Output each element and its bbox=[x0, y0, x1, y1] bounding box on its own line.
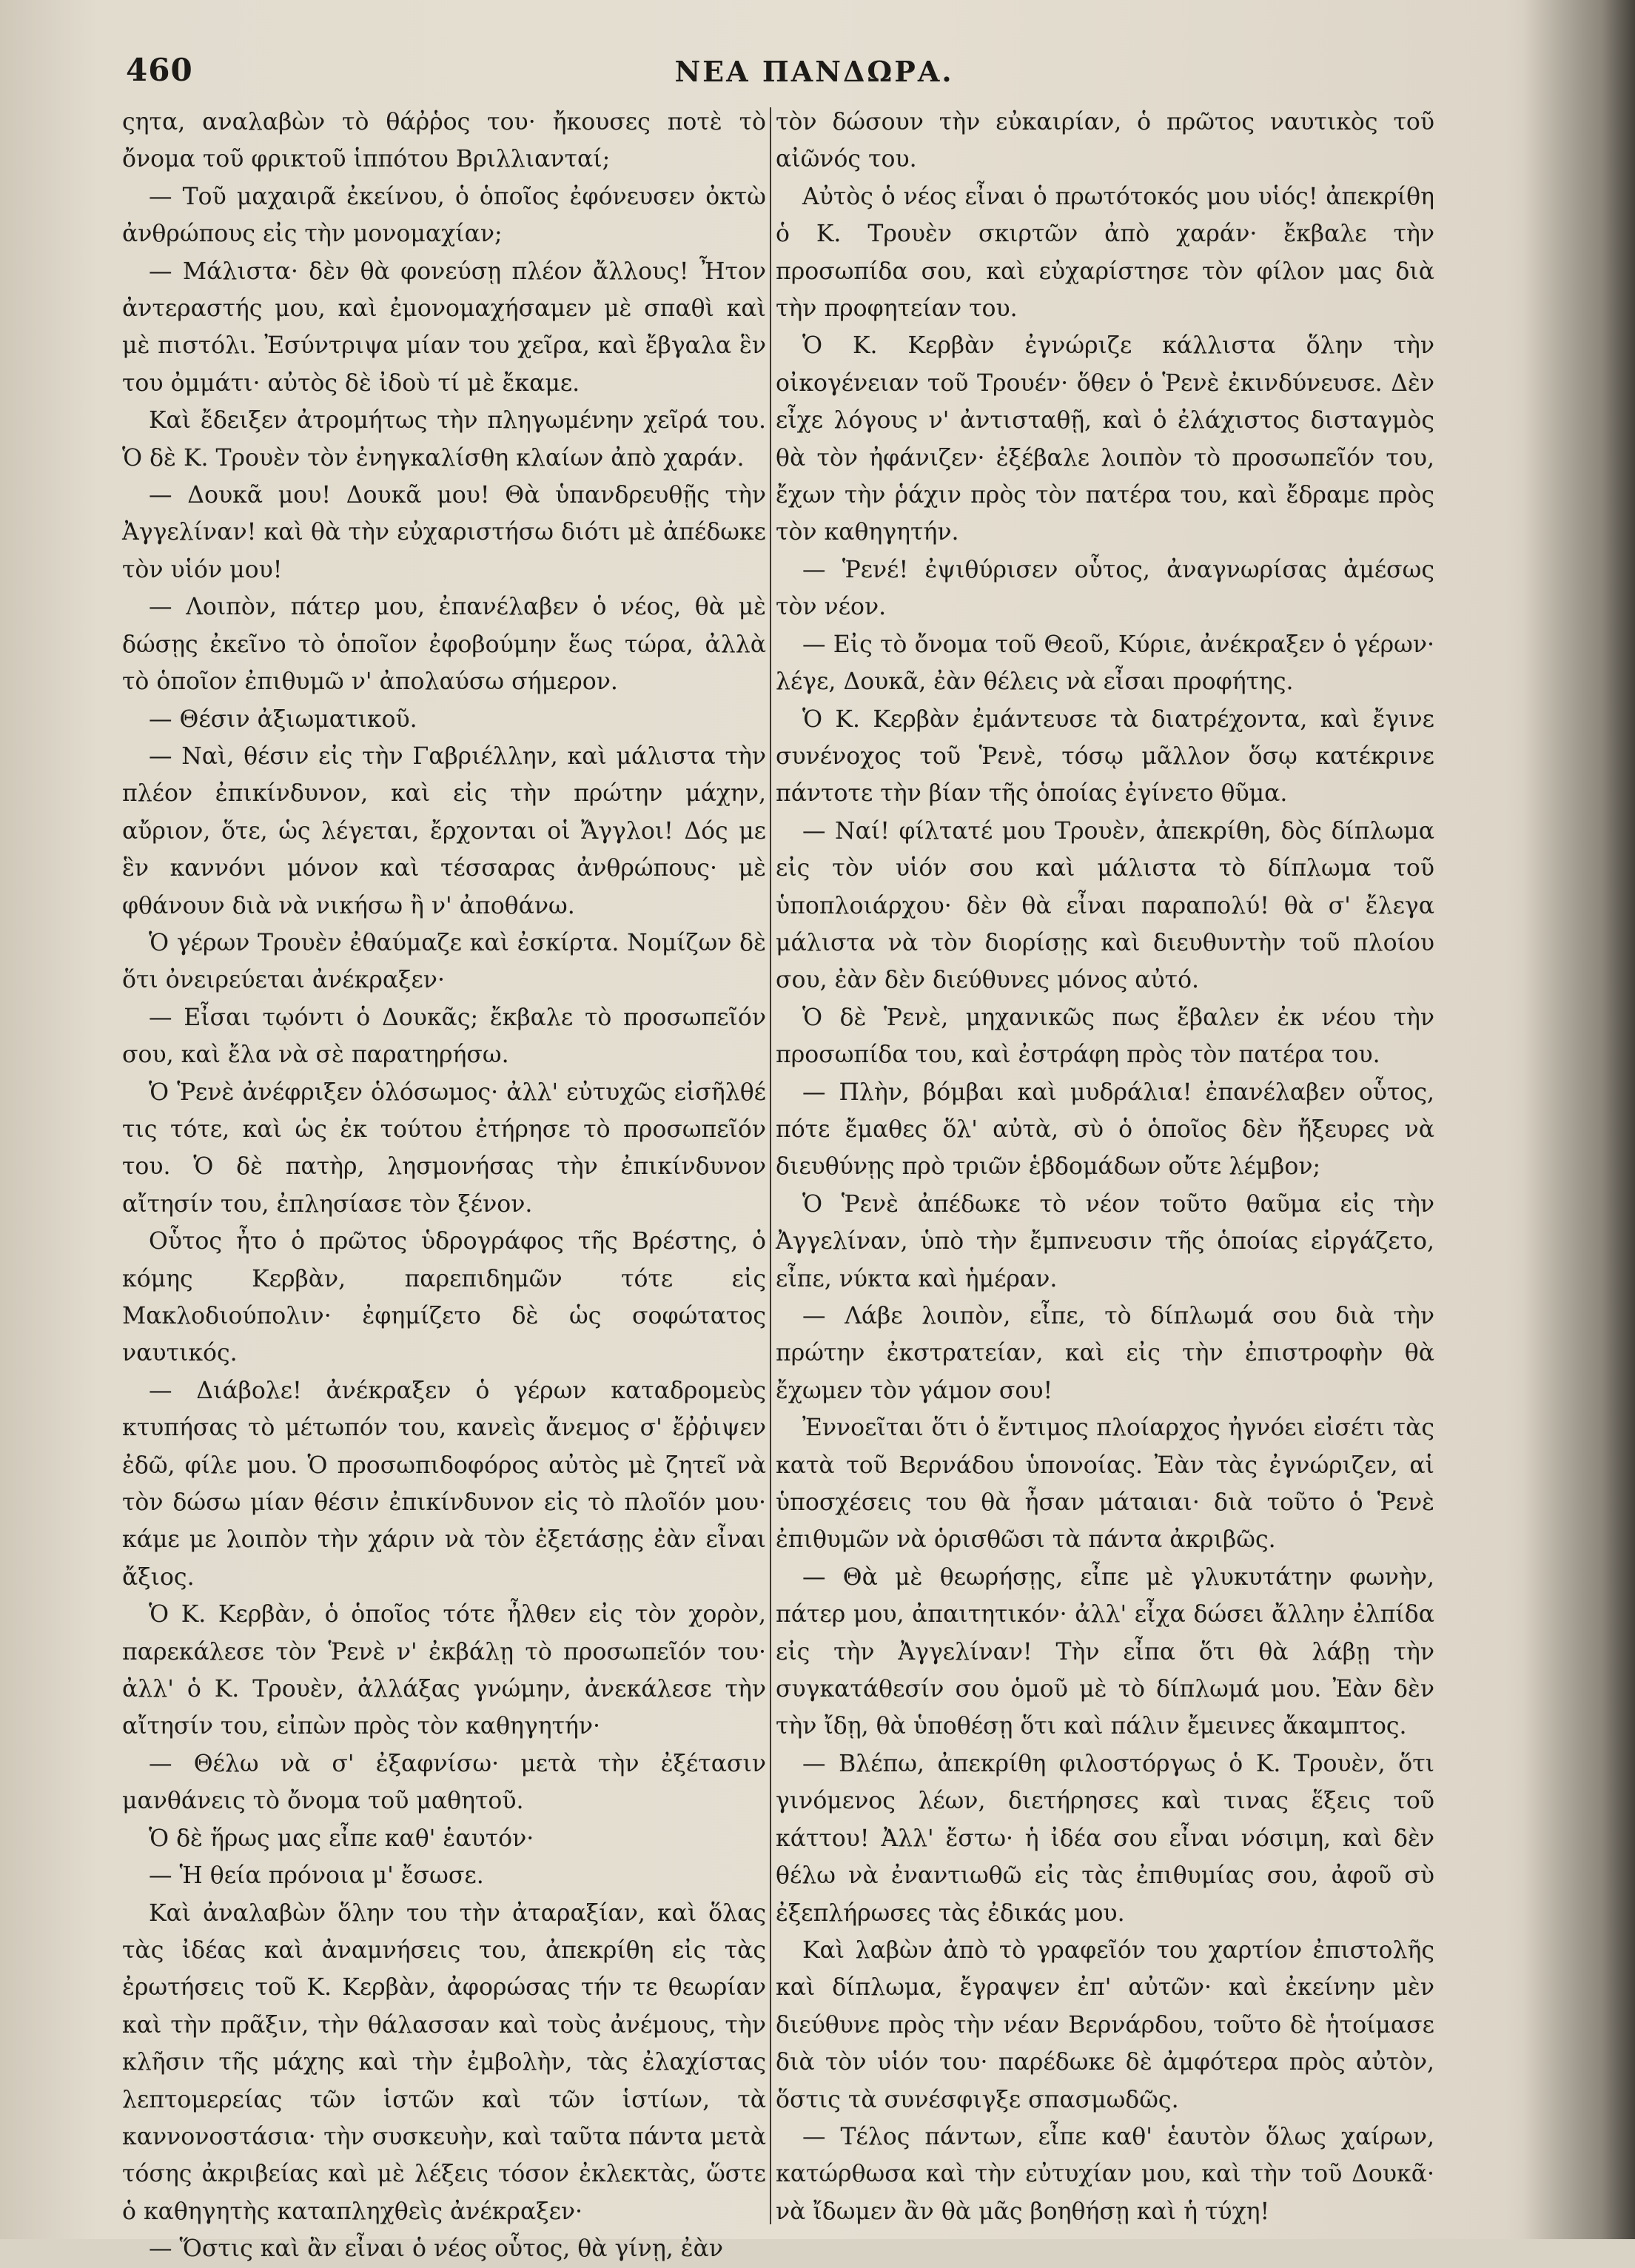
column-divider bbox=[770, 107, 771, 2224]
paragraph: — Θέλω νὰ σ' ἐξαφνίσω· μετὰ τὴν ἐξέτασιν μανθάνεις τὸ ὄνομα τοῦ μαθητοῦ. bbox=[122, 1750, 766, 1815]
paragraph: Ὁ δὲ ἥρως μας εἶπε καθ' ἑαυτόν· bbox=[149, 1825, 534, 1852]
paragraph: — Λοιπὸν, πάτερ μου, ἐπανέλαβεν ὁ νέος, θὰ μὲ δώσῃς ἐκεῖνο τὸ ὁποῖον ἐφοβούμην ἕως τώρα, ἀλλὰ τὸ ὁποῖον ἐπιθυμῶ ν' ἀπολαύσω σήμερον. bbox=[122, 594, 766, 696]
paragraph: Ὁ Κ. Κερβὰν, ὁ ὁποῖος τότε ἦλθεν εἰς τὸν χορὸν, παρεκάλεσε τὸν Ῥενὲ ν' ἐκβάλῃ τὸ προσωπεῖόν του· ἀλλ' ὁ Κ. Τρουὲν, ἀλλάξας γνώμην, ἀνεκάλεσε τὴν αἴτησίν του, εἰπὼν πρὸς τὸν καθηγητήν· bbox=[122, 1601, 766, 1740]
paragraph: — Εἶσαι τῳόντι ὁ Δουκᾶς; ἔκβαλε τὸ προσωπεῖόν σου, καὶ ἔλα νὰ σὲ παρατηρήσω. bbox=[122, 1004, 766, 1069]
paragraph: Αὐτὸς ὁ νέος εἶναι ὁ πρωτότοκός μου υἱός! ἀπεκρίθη ὁ Κ. Τρουὲν σκιρτῶν ἀπὸ χαράν· ἔκβαλε τὴν προσωπίδα σου, καὶ εὐχαρίστησε τὸν φίλον μας διὰ τὴν προφητείαν του. bbox=[776, 183, 1434, 323]
paragraph: — Λάβε λοιπὸν, εἶπε, τὸ δίπλωμά σου διὰ τὴν πρώτην ἐκστρατείαν, καὶ εἰς τὴν ἐπιστροφὴν θὰ ἔχωμεν τὸν γάμον σου! bbox=[776, 1303, 1434, 1404]
paragraph: Οὗτος ἦτο ὁ πρῶτος ὑδρογράφος τῆς Βρέστης, ὁ κόμης Κερβὰν, παρεπιδημῶν τότε εἰς Μακλοδιούπολιν· ἐφημίζετο δὲ ὡς σοφώτατος ναυτικός. bbox=[122, 1228, 766, 1367]
paragraph: — Διάβολε! ἀνέκραξεν ὁ γέρων καταδρομεὺς κτυπήσας τὸ μέτωπόν του, κανεὶς ἄνεμος σ' ἔῤῥιψεν ἐδῶ, φίλε μου. Ὁ προσωπιδοφόρος αὐτὸς μὲ ζητεῖ νὰ τὸν δώσω μίαν θέσιν ἐπικίνδυνον εἰς τὸ πλοῖόν μου· κάμε με λοιπὸν τὴν χάριν νὰ τὸν ἐξετάσῃς ἐὰν εἶναι ἄξιος. bbox=[122, 1377, 766, 1591]
paragraph: — Δουκᾶ μου! Δουκᾶ μου! Θὰ ὑπανδρευθῇς τὴν Ἀγγελίναν! καὶ θὰ τὴν εὐχαριστήσω διότι μὲ ἀπέδωκε τὸν υἱόν μου! bbox=[122, 482, 766, 583]
paragraph: — Ναί! φίλτατέ μου Τρουὲν, ἀπεκρίθη, δὸς δίπλωμα εἰς τὸν υἱόν σου καὶ μάλιστα τὸ δίπλωμα τοῦ ὑποπλοιάρχου· δὲν θὰ εἶναι παραπολύ! θὰ σ' ἔλεγα μάλιστα νὰ τὸν διορίσῃς καὶ διευθυντὴν τοῦ πλοίου σου, ἐὰν δὲν διεύθυνες μόνος αὐτό. bbox=[776, 817, 1434, 994]
paragraph: Ὁ γέρων Τρουὲν ἐθαύμαζε καὶ ἐσκίρτα. Νομίζων δὲ ὅτι ὀνειρεύεται ἀνέκραξεν· bbox=[122, 929, 766, 994]
paragraph: Ὁ Κ. Κερβὰν ἐγνώριζε κάλλιστα ὅλην τὴν οἰκογένειαν τοῦ Τρουέν· ὅθεν ὁ Ῥενὲ ἐκινδύνευσε. Δὲν εἶχε λόγους ν' ἀντισταθῇ, καὶ ὁ ἐλάχιστος δισταγμὸς θὰ τὸν ἠφάνιζεν· ἐξέβαλε λοιπὸν τὸ προσωπεῖόν του, ἔχων τὴν ῥάχιν πρὸς τὸν πατέρα του, καὶ ἔδραμε πρὸς τὸν καθηγητήν. bbox=[776, 332, 1434, 546]
paragraph: — Ὅστις καὶ ἂν εἶναι ὁ νέος οὗτος, θὰ γίνῃ, ἐὰν bbox=[149, 2235, 724, 2263]
left-column bbox=[122, 104, 766, 2263]
page-header bbox=[126, 52, 1503, 104]
paragraph: — Τέλος πάντων, εἶπε καθ' ἑαυτὸν ὅλως χαίρων, κατώρθωσα καὶ τὴν εὐτυχίαν μου, καὶ τὴν τοῦ Δουκᾶ· νὰ ἴδωμεν ἂν θὰ μᾶς βοηθήσῃ καὶ ἡ τύχη! bbox=[776, 2123, 1434, 2225]
paragraph: Ἐννοεῖται ὅτι ὁ ἔντιμος πλοίαρχος ἠγνόει εἰσέτι τὰς κατὰ τοῦ Βερνάδου ὑπονοίας. Ἐὰν τὰς ἐγνώριζεν, αἱ ὑποσχέσεις του θὰ ἦσαν μάταιαι· διὰ τοῦτο ὁ Ῥενὲ ἐπιθυμῶν νὰ ὁρισθῶσι τὰ πάντα ἀκριβῶς. bbox=[776, 1415, 1434, 1554]
paragraph: Ὁ δὲ Ῥενὲ, μηχανικῶς πως ἔβαλεν ἐκ νέου τὴν προσωπίδα του, καὶ ἐστράφη πρὸς τὸν πατέρα του. bbox=[776, 1004, 1434, 1069]
running-title: ΝΕΑ ΠΑΝΔΩΡΑ. bbox=[674, 55, 954, 88]
paragraph: — Θὰ μὲ θεωρήσῃς, εἶπε μὲ γλυκυτάτην φωνὴν, πάτερ μου, ἀπαιτητικόν· ἀλλ' εἶχα δώσει ἄλλην ἐλπίδα εἰς τὴν Ἀγγελίναν! Τὴν εἶπα ὅτι θὰ λάβῃ τὴν συγκατάθεσίν σου ὁμοῦ μὲ τὸ δίπλωμά μου. Ἐὰν δὲν τὴν ἴδῃ, θὰ ὑποθέσῃ ὅτι καὶ πάλιν ἔμεινες ἄκαμπτος. bbox=[776, 1563, 1434, 1740]
paragraph: ςητα, αναλαβὼν τὸ θάῤῥος του· ἤκουσες ποτὲ τὸ ὄνομα τοῦ φρικτοῦ ἱππότου Βριλλιανταί; bbox=[122, 109, 766, 173]
paragraph: Ὁ Κ. Κερβὰν ἐμάντευσε τὰ διατρέχοντα, καὶ ἔγινε συνένοχος τοῦ Ῥενὲ, τόσῳ μᾶλλον ὅσῳ κατέκρινε πάντοτε τὴν βίαν τῆς ὁποίας ἐγίνετο θῦμα. bbox=[776, 705, 1434, 808]
right-column bbox=[776, 104, 1434, 2228]
paragraph: — Μάλιστα· δὲν θὰ φονεύσῃ πλέον ἄλλους! Ἦτον ἀντεραστής μου, καὶ ἐμονομαχήσαμεν μὲ σπαθὶ καὶ μὲ πιστόλι. Ἐσύντριψα μίαν του χεῖρα, καὶ ἔβγαλα ἓν του ὀμμάτι· αὐτὸς δὲ ἰδοὺ τί μὲ ἔκαμε. bbox=[122, 258, 766, 397]
paragraph: — Θέσιν ἀξιωματικοῦ. bbox=[149, 705, 417, 733]
paragraph: Καὶ ἀναλαβὼν ὅλην του τὴν ἀταραξίαν, καὶ ὅλας τὰς ἰδέας καὶ ἀναμνήσεις του, ἀπεκρίθη εἰς τὰς ἐρωτήσεις τοῦ Κ. Κερβὰν, ἀφορώσας τήν τε θεωρίαν καὶ τὴν πρᾶξιν, τὴν θάλασσαν καὶ τοὺς ἀνέμους, τὴν κλῆσιν τῆς μάχης καὶ τὴν ἐμβολὴν, τὰς ἐλαχίστας λεπτομερείας τῶν ἱστῶν καὶ τῶν ἱστίων, τὰ καννονοστάσια· τὴν συσκευὴν, καὶ ταῦτα πάντα μετὰ τόσης ἀκριβείας καὶ μὲ λέξεις τόσον ἐκλεκτὰς, ὥστε ὁ καθηγητὴς καταπληχθεὶς ἀνέκραξεν· bbox=[122, 1899, 766, 2225]
page-number: 460 bbox=[126, 52, 193, 88]
paragraph: Ὁ Ῥενὲ ἀνέφριξεν ὁλόσωμος· ἀλλ' εὐτυχῶς εἰσῆλθέ τις τότε, καὶ ὡς ἐκ τούτου ἐτήρησε τὸ προσωπεῖόν του. Ὁ δὲ πατὴρ, λησμονήσας τὴν ἐπικίνδυνον αἴτησίν του, ἐπλησίασε τὸν ξένον. bbox=[122, 1078, 766, 1218]
page-edge-shadow bbox=[1524, 0, 1635, 2239]
paragraph: Καὶ λαβὼν ἀπὸ τὸ γραφεῖόν του χαρτίον ἐπιστολῆς καὶ δίπλωμα, ἔγραψεν ἐπ' αὐτῶν· καὶ ἐκείνην μὲν διεύθυνε πρὸς τὴν νέαν Βερνάρδου, τοῦτο δὲ ἡτοίμασε διὰ τὸν υἱόν του· παρέδωκε δὲ ἀμφότερα πρὸς αὐτὸν, ὅστις τὰ συνέσφιγξε σπασμωδῶς. bbox=[776, 1936, 1434, 2113]
paragraph: — Πλὴν, βόμβαι καὶ μυδράλια! ἐπανέλαβεν οὗτος, πότε ἔμαθες ὅλ' αὐτὰ, σὺ ὁ ὁποῖος δὲν ἤξευρες νὰ διευθύνῃς πρὸ τριῶν ἑβδομάδων οὔτε λέμβον; bbox=[776, 1078, 1434, 1181]
paragraph: — Βλέπω, ἀπεκρίθη φιλοστόργως ὁ Κ. Τρουὲν, ὅτι γινόμενος λέων, διετήρησες καὶ τινας ἕξεις τοῦ κάττου! Ἀλλ' ἔστω· ἡ ἰδέα σου εἶναι νόσιμη, καὶ δὲν θέλω νὰ ἐναντιωθῶ εἰς τὰς ἐπιθυμίας σου, ἀφοῦ σὺ ἐξεπλήρωσες τὰς ἐδικάς μου. bbox=[776, 1750, 1434, 1927]
paragraph: — Ῥενέ! ἐψιθύρισεν οὗτος, ἀναγνωρίσας ἀμέσως τὸν νέον. bbox=[776, 556, 1434, 621]
paragraph: — Ναὶ, θέσιν εἰς τὴν Γαβριέλλην, καὶ μάλιστα τὴν πλέον ἐπικίνδυνον, καὶ εἰς τὴν πρώτην μάχην, αὔριον, ὅτε, ὡς λέγεται, ἔρχονται οἱ Ἄγγλοι! Δός με ἓν καννόνι μόνον καὶ τέσσαρας ἀνθρώπους· μὲ φθάνουν διὰ νὰ νικήσω ἢ ν' ἀποθάνω. bbox=[122, 742, 766, 919]
paragraph: τὸν δώσουν τὴν εὐκαιρίαν, ὁ πρῶτος ναυτικὸς τοῦ αἰῶνός του. bbox=[776, 109, 1434, 173]
paragraph: — Ἡ θεία πρόνοια μ' ἔσωσε. bbox=[149, 1862, 484, 1890]
paragraph: Ὁ Ῥενὲ ἀπέδωκε τὸ νέον τοῦτο θαῦμα εἰς τὴν Ἀγγελίναν, ὑπὸ τὴν ἔμπνευσιν τῆς ὁποίας εἰργάζετο, εἶπε, νύκτα καὶ ἡμέραν. bbox=[776, 1190, 1434, 1292]
paragraph: — Τοῦ μαχαιρᾶ ἐκείνου, ὁ ὁποῖος ἐφόνευσεν ὀκτὼ ἀνθρώπους εἰς τὴν μονομαχίαν; bbox=[122, 183, 766, 248]
paragraph: Καὶ ἔδειξεν ἀτρομήτως τὴν πληγωμένην χεῖρά του. Ὁ δὲ Κ. Τρουὲν τὸν ἐνηγκαλίσθη κλαίων ἀπὸ χαράν. bbox=[122, 407, 766, 472]
paragraph: — Εἰς τὸ ὄνομα τοῦ Θεοῦ, Κύριε, ἀνέκραξεν ὁ γέρων· λέγε, Δουκᾶ, ἐὰν θέλεις νὰ εἶσαι προφήτης. bbox=[776, 631, 1434, 696]
